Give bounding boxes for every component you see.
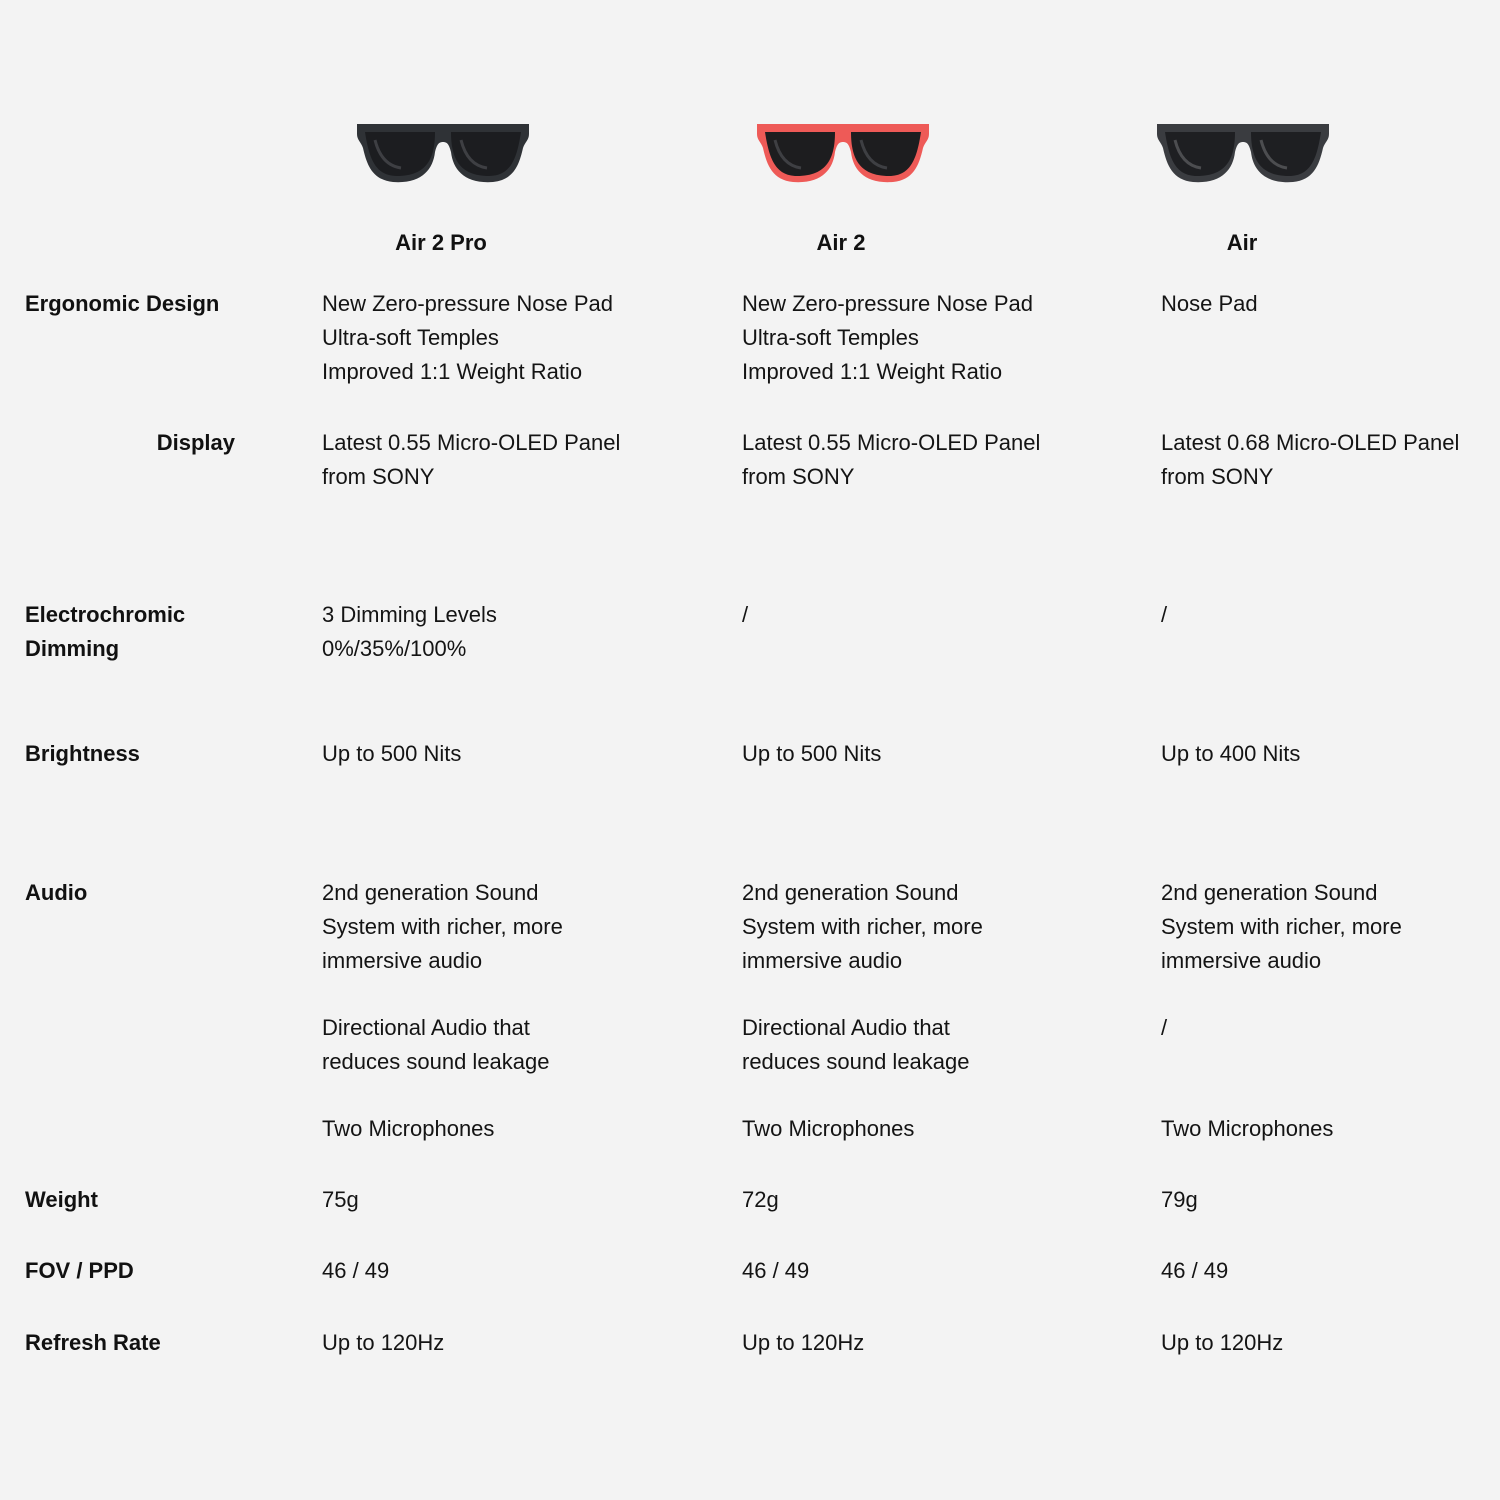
brightness-air: Up to 400 Nits bbox=[1161, 741, 1301, 766]
dimming-air: / bbox=[1161, 602, 1168, 627]
audio-directional-air-2-pro: Directional Audio that reduces sound leakage bbox=[322, 1015, 550, 1074]
product-name-air: Air bbox=[1226, 230, 1258, 255]
ergonomic-air-2: New Zero-pressure Nose Pad Ultra-soft Temples Improved 1:1 Weight Ratio bbox=[742, 291, 1034, 384]
spec-label-refresh-rate: Refresh Rate bbox=[25, 1330, 161, 1355]
spec-label-electrochromic-dimming: Electrochromic Dimming bbox=[25, 602, 186, 661]
dimming-air-2: / bbox=[742, 602, 749, 627]
display-air-2-pro: Latest 0.55 Micro-OLED Panel from SONY bbox=[322, 430, 621, 489]
air-2-pro-glasses-image bbox=[353, 118, 533, 188]
display-air-2: Latest 0.55 Micro-OLED Panel from SONY bbox=[742, 430, 1041, 489]
brightness-air-2: Up to 500 Nits bbox=[742, 741, 882, 766]
audio-directional-air-2: Directional Audio that reduces sound leakage bbox=[742, 1015, 970, 1074]
weight-air-2-pro: 75g bbox=[322, 1187, 359, 1212]
audio-directional-air: / bbox=[1161, 1015, 1168, 1040]
audio-sound-air-2-pro: 2nd generation Sound System with richer, more immersive audio bbox=[322, 880, 563, 973]
spec-label-audio: Audio bbox=[25, 880, 88, 905]
spec-label-display: Display bbox=[156, 430, 235, 455]
ergonomic-air-2-pro: New Zero-pressure Nose Pad Ultra-soft Temples Improved 1:1 Weight Ratio bbox=[322, 291, 614, 384]
display-air: Latest 0.68 Micro-OLED Panel from SONY bbox=[1161, 430, 1460, 489]
weight-air: 79g bbox=[1161, 1187, 1198, 1212]
spec-label-weight: Weight bbox=[25, 1187, 98, 1212]
dimming-air-2-pro: 3 Dimming Levels 0%/35%/100% bbox=[322, 602, 497, 661]
spec-label-fov-ppd: FOV / PPD bbox=[25, 1258, 134, 1283]
fov-air-2-pro: 46 / 49 bbox=[322, 1258, 390, 1283]
weight-air-2: 72g bbox=[742, 1187, 779, 1212]
product-name-air-2-pro: Air 2 Pro bbox=[395, 230, 487, 255]
spec-label-ergonomic-design: Ergonomic Design bbox=[25, 291, 220, 316]
product-name-air-2: Air 2 bbox=[816, 230, 866, 255]
refresh-air: Up to 120Hz bbox=[1161, 1330, 1284, 1355]
brightness-air-2-pro: Up to 500 Nits bbox=[322, 741, 462, 766]
refresh-air-2-pro: Up to 120Hz bbox=[322, 1330, 445, 1355]
audio-mics-air: Two Microphones bbox=[1161, 1116, 1334, 1141]
audio-sound-air: 2nd generation Sound System with richer, more immersive audio bbox=[1161, 880, 1402, 973]
air-glasses-image bbox=[1153, 118, 1333, 188]
audio-mics-air-2-pro: Two Microphones bbox=[322, 1116, 495, 1141]
fov-air: 46 / 49 bbox=[1161, 1258, 1229, 1283]
air-2-glasses-image bbox=[753, 118, 933, 188]
refresh-air-2: Up to 120Hz bbox=[742, 1330, 865, 1355]
audio-sound-air-2: 2nd generation Sound System with richer, more immersive audio bbox=[742, 880, 983, 973]
audio-mics-air-2: Two Microphones bbox=[742, 1116, 915, 1141]
ergonomic-air: Nose Pad bbox=[1161, 291, 1258, 316]
fov-air-2: 46 / 49 bbox=[742, 1258, 810, 1283]
spec-label-brightness: Brightness bbox=[25, 741, 140, 766]
